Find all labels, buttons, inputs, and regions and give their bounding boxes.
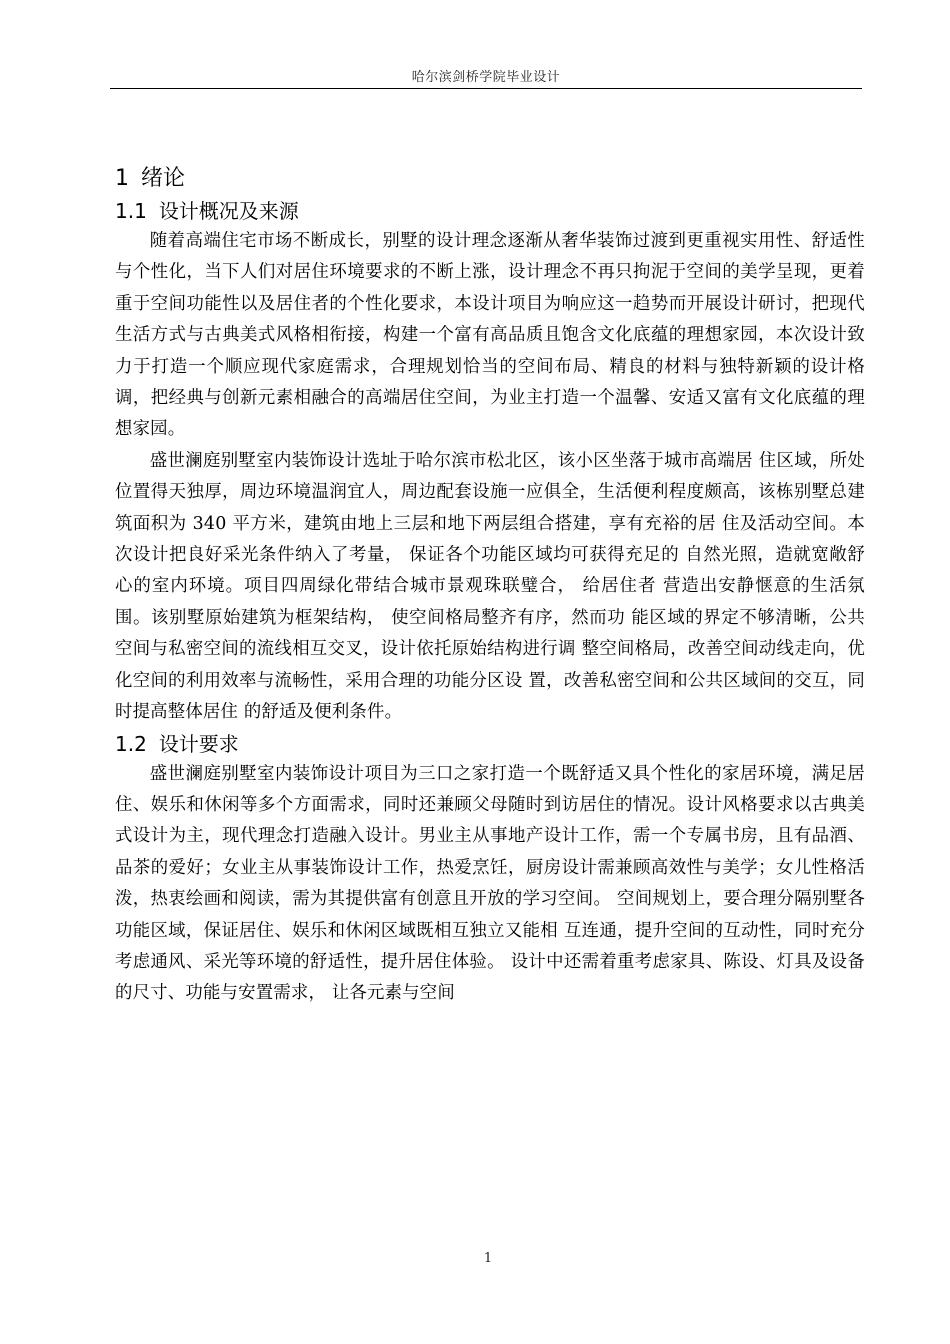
running-header: 哈尔滨剑桥学院毕业设计 <box>411 70 561 85</box>
section-title: 设计概况及来源 <box>158 199 299 223</box>
section-heading <box>115 729 865 759</box>
chapter-title: 绪论 <box>141 166 186 191</box>
section-title: 设计要求 <box>158 731 239 756</box>
section-number: 1.1 <box>115 199 147 223</box>
body-paragraph: 随着高端住宅市场不断成长，别墅的设计理念逐渐从奢华装饰过渡到更重视实用性、舒适性与个性化，当下人们对居住环境要求的不断上涨，设计理念不再只拘泥于空间的美学呈现，更着重于空间功能性以及居住者的个性化要求，本设计项目为响应这一趋势而开展设计研讨，把现代生活方式与古典美式风格相衔接，构建一个富有高品质且饱含文化底蕴的理想家园，本次设计致力于打造一个顺应现代家庭需求，合理规划恰当的空间布局、精良的材料与独特新颖的设计格调，把经典与创新元素相融合的高端居住空间，为业主打造一个温馨、安适又富有文化底蕴的理想家园。 <box>115 231 865 440</box>
chapter-heading <box>115 162 865 196</box>
page-number: 1 <box>483 1251 493 1266</box>
section-number: 1.2 <box>115 731 147 756</box>
body-paragraph: 盛世澜庭别墅室内装饰设计选址于哈尔滨市松北区，该小区坐落于城市高端居 住区域，所处位置得天独厚，周边环境温润宜人，周边配套设施一应俱全，生活便利程度颇高，该栋别墅总建筑面积为 340 平方米，建筑由地上三层和地下两层组合搭建，享有充裕的居 住及活动空间。本次设计把良好采光条件纳入了考量， 保证各个功能区域均可获得充足的 自然光照，造就宽敞舒心的室内环境。项目四周绿化带结合城市景观珠联璧合， 给居住者 营造出安静惬意的生活氛围。该别墅原始建筑为框架结构， 使空间格局整齐有序，然而功 能区域的界定不够清晰，公共空间与私密空间的流线相互交叉，设计依托原始结构进行调 整空间格局，改善空间动线走向，优化空间的利用效率与流畅性，采用合理的功能分区设 置，改善私密空间和公共区域间的交互，同时提高整体居住 的舒适及便利条件。 <box>115 450 865 723</box>
page-content <box>115 162 865 1010</box>
section-heading <box>115 196 865 226</box>
chapter-number: 1 <box>115 166 129 191</box>
body-paragraph: 盛世澜庭别墅室内装饰设计项目为三口之家打造一个既舒适又具个性化的家居环境，满足居住、娱乐和休闲等多个方面需求，同时还兼顾父母随时到访居住的情况。设计风格要求以古典美式设计为主，现代理念打造融入设计。男业主从事地产设计工作，需一个专属书房，且有品酒、品茶的爱好；女业主从事装饰设计工作，热爱烹饪，厨房设计需兼顾高效性与美学；女儿性格活泼，热衷绘画和阅读，需为其提供富有创意且开放的学习空间。 空间规划上，要合理分隔别墅各功能区域，保证居住、娱乐和休闲区域既相互独立又能相 互连通，提升空间的互动性，同时充分考虑通风、采光等环境的舒适性，提升居住体验。 设计中还需着重考虑家具、陈设、灯具及设备的尺寸、功能与安置需求， 让各元素与空间 <box>115 763 865 1004</box>
header-rule <box>110 88 862 89</box>
